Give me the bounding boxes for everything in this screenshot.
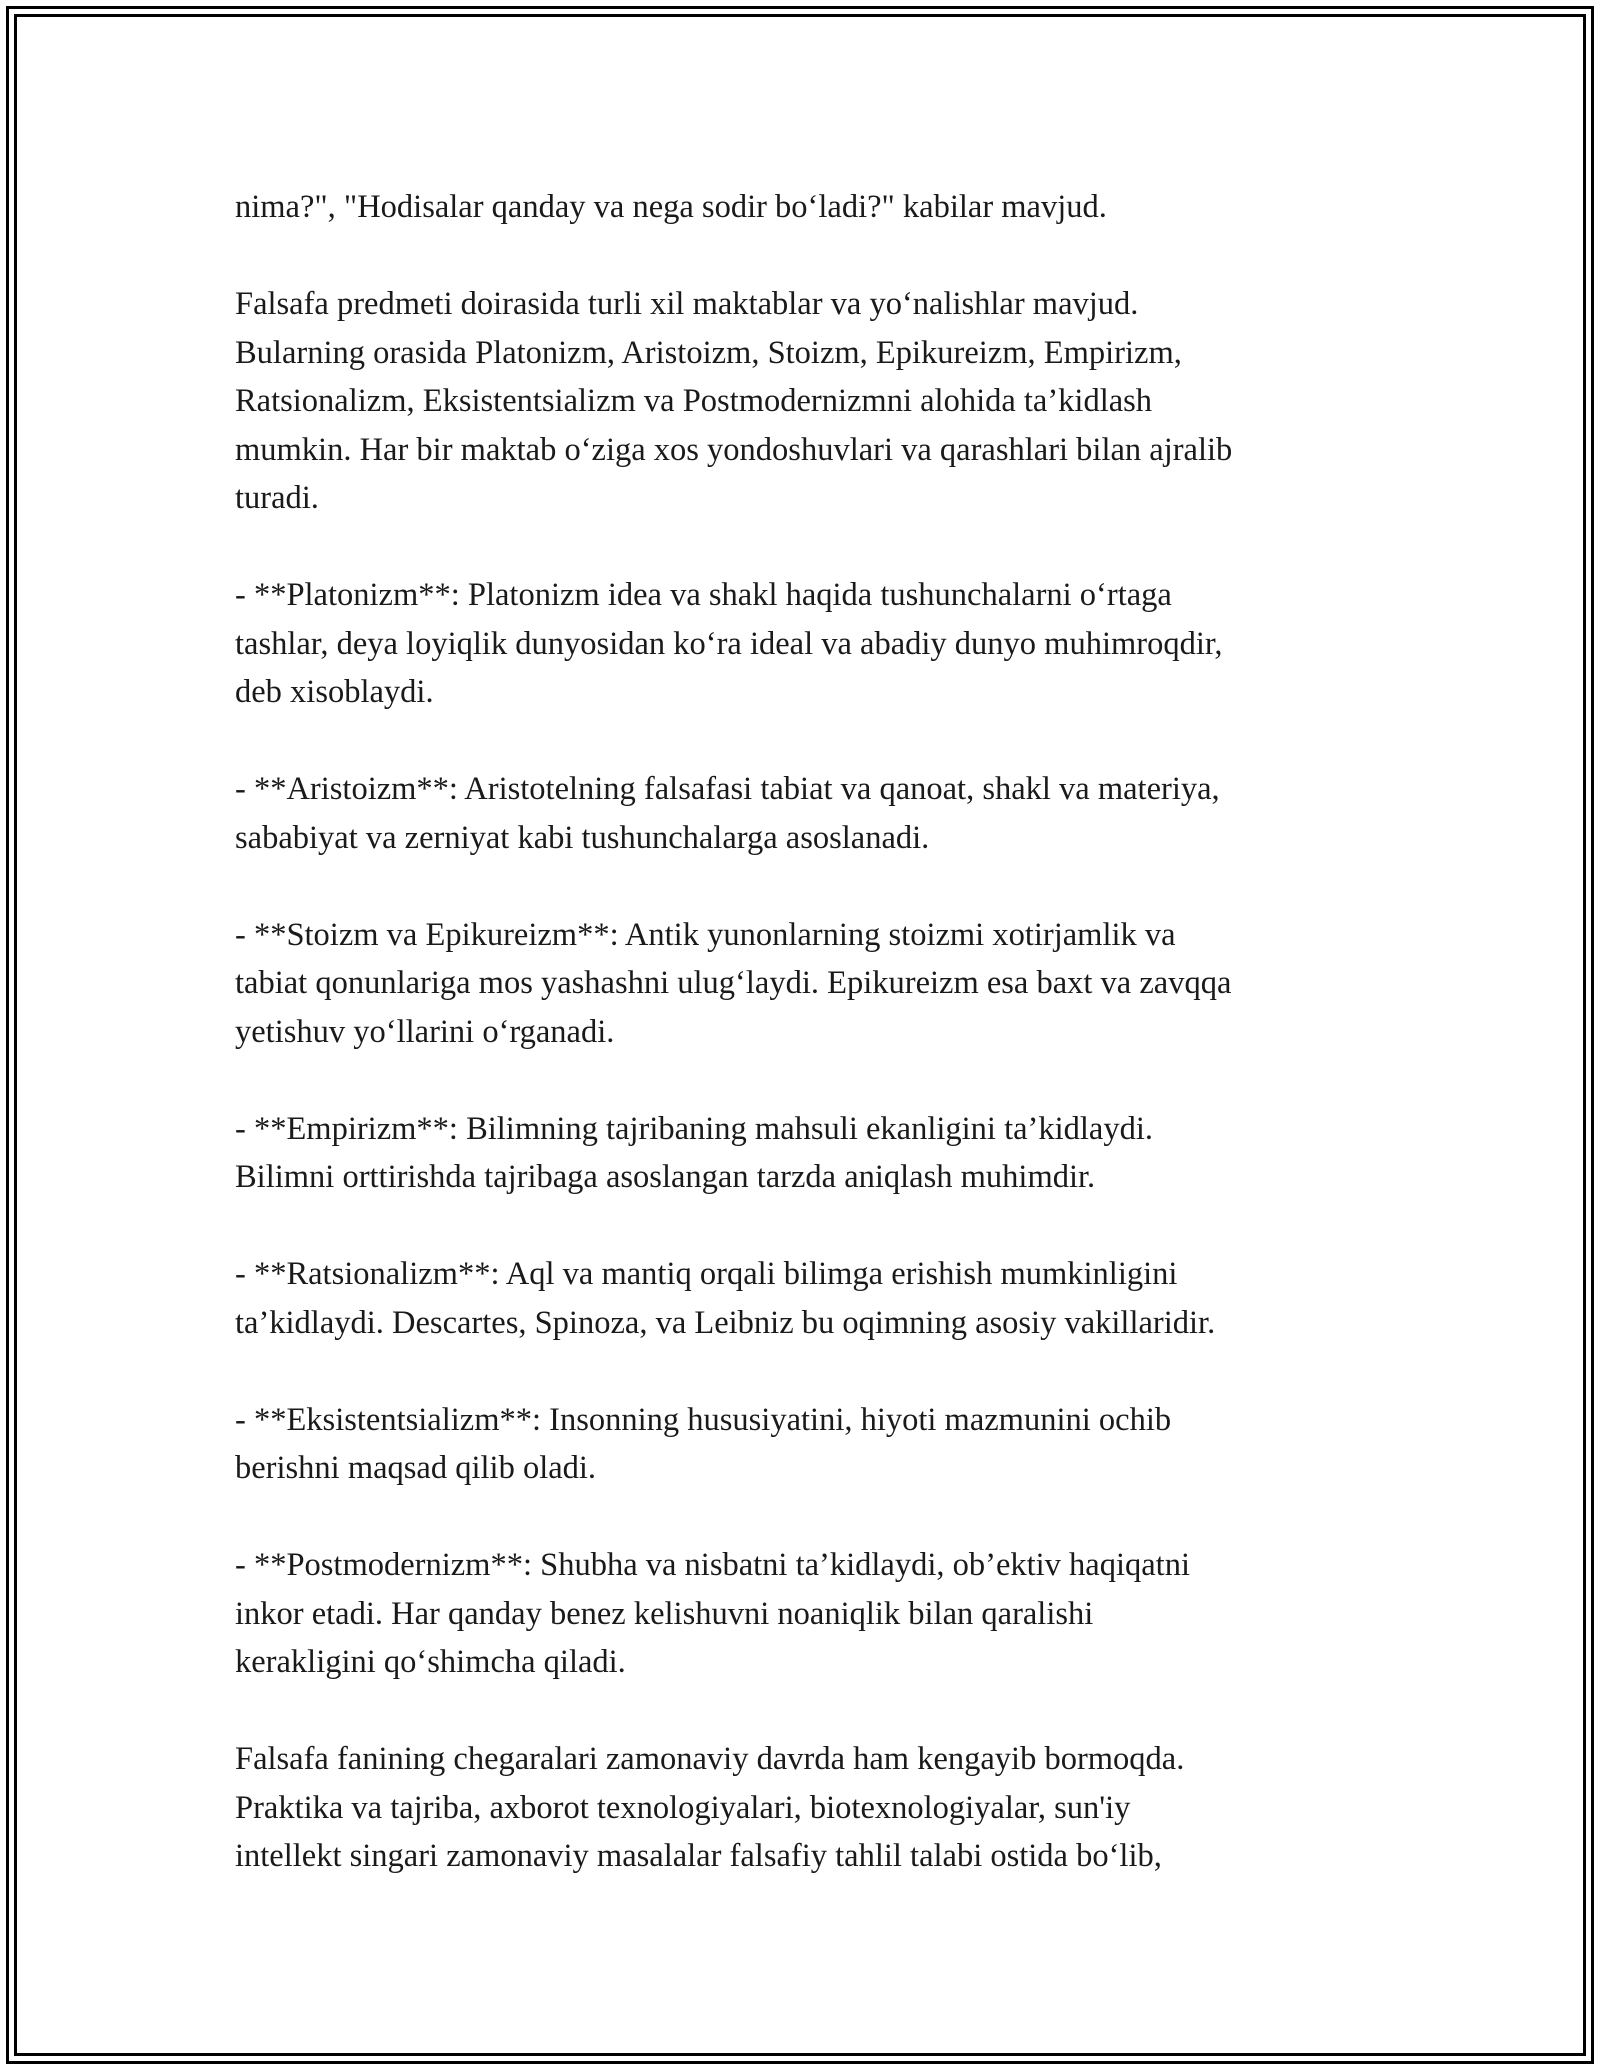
text-line: - **Aristoizm**: Aristotelning falsafasi tabiat va qanoat, shakl va materiya, [235,771,1220,807]
text-line: mumkin. Har bir maktab o‘ziga xos yondoshuvlari va qarashlari bilan ajralib [235,431,1233,468]
text-line: kerakligini qo‘shimcha qiladi. [235,1644,626,1680]
text-line: yetishuv yo‘llarini o‘rganadi. [235,1013,615,1050]
text-line: Falsafa predmeti doirasida turli xil maktablar va yo‘nalishlar mavjud. [235,286,1139,322]
text-line: - **Platonizm**: Platonizm idea va shakl haqida tushunchalarni o‘rtaga [235,577,1172,613]
list-item-aristoizm [235,765,1395,862]
text-line: ta’kidlaydi. Descartes, Spinoza, va Leibniz bu oqimning asosiy vakillaridir. [235,1304,1216,1341]
text-line: turadi. [235,480,319,516]
paragraph-modern-boundaries [235,1735,1395,1881]
text-line: deb xisoblaydi. [235,674,434,710]
list-item-postmodernizm [235,1541,1395,1687]
list-item-stoizm-epikureizm [235,911,1395,1057]
list-item-empirizm [235,1105,1395,1202]
text-line: Falsafa fanining chegaralari zamonaviy davrda ham kengayib bormoqda. [235,1741,1185,1777]
paragraph-schools-overview [235,280,1395,523]
text-line: tashlar, deya loyiqlik dunyosidan ko‘ra ideal va abadiy dunyo muhimroqdir, [235,625,1223,662]
list-item-eksistentsializm [235,1396,1395,1493]
text-line: Bilimni orttirishda tajribaga asoslangan tarzda aniqlash muhimdir. [235,1159,1096,1195]
text-line: Ratsionalizm, Eksistentsializm va Postmodernizmni alohida ta’kidlash [235,383,1153,419]
text-line: Praktika va tajriba, axborot texnologiyalari, biotexnologiyalar, sun'iy [235,1789,1131,1826]
text-line: - **Postmodernizm**: Shubha va nisbatni ta’kidlaydi, ob’ektiv haqiqatni [235,1547,1190,1583]
list-item-platonizm [235,571,1395,717]
text-line: berishni maqsad qilib oladi. [235,1450,597,1486]
text-line: tabiat qonunlariga mos yashashni ulug‘laydi. Epikureizm esa baxt va zavqqa [235,965,1232,1001]
text-line: sababiyat va zerniyat kabi tushunchalarga asoslanadi. [235,819,930,856]
list-item-ratsionalizm [235,1250,1395,1347]
text-line: nima?", "Hodisalar qanday va nega sodir bo‘ladi?" kabilar mavjud. [235,189,1107,225]
text-line: - **Ratsionalizm**: Aql va mantiq orqali bilimga erishish mumkinligini [235,1256,1178,1292]
text-line: inkor etadi. Har qanday benez kelishuvni noaniqlik bilan qaralishi [235,1595,1094,1632]
text-line: - **Stoizm va Epikureizm**: Antik yunonlarning stoizmi xotirjamlik va [235,916,1176,953]
text-line: Bularning orasida Platonizm, Aristoizm, Stoizm, Epikureizm, Empirizm, [235,334,1182,371]
paragraph-intro-continuation [235,183,1395,232]
text-line: - **Eksistentsializm**: Insonning hususiyatini, hiyoti mazmunini ochib [235,1401,1172,1438]
document-body [235,183,1395,1881]
text-line: intellekt singari zamonaviy masalalar falsafiy tahlil talabi ostida bo‘lib, [235,1838,1162,1874]
text-line: - **Empirizm**: Bilimning tajribaning mahsuli ekanligini ta’kidlaydi. [235,1110,1153,1147]
